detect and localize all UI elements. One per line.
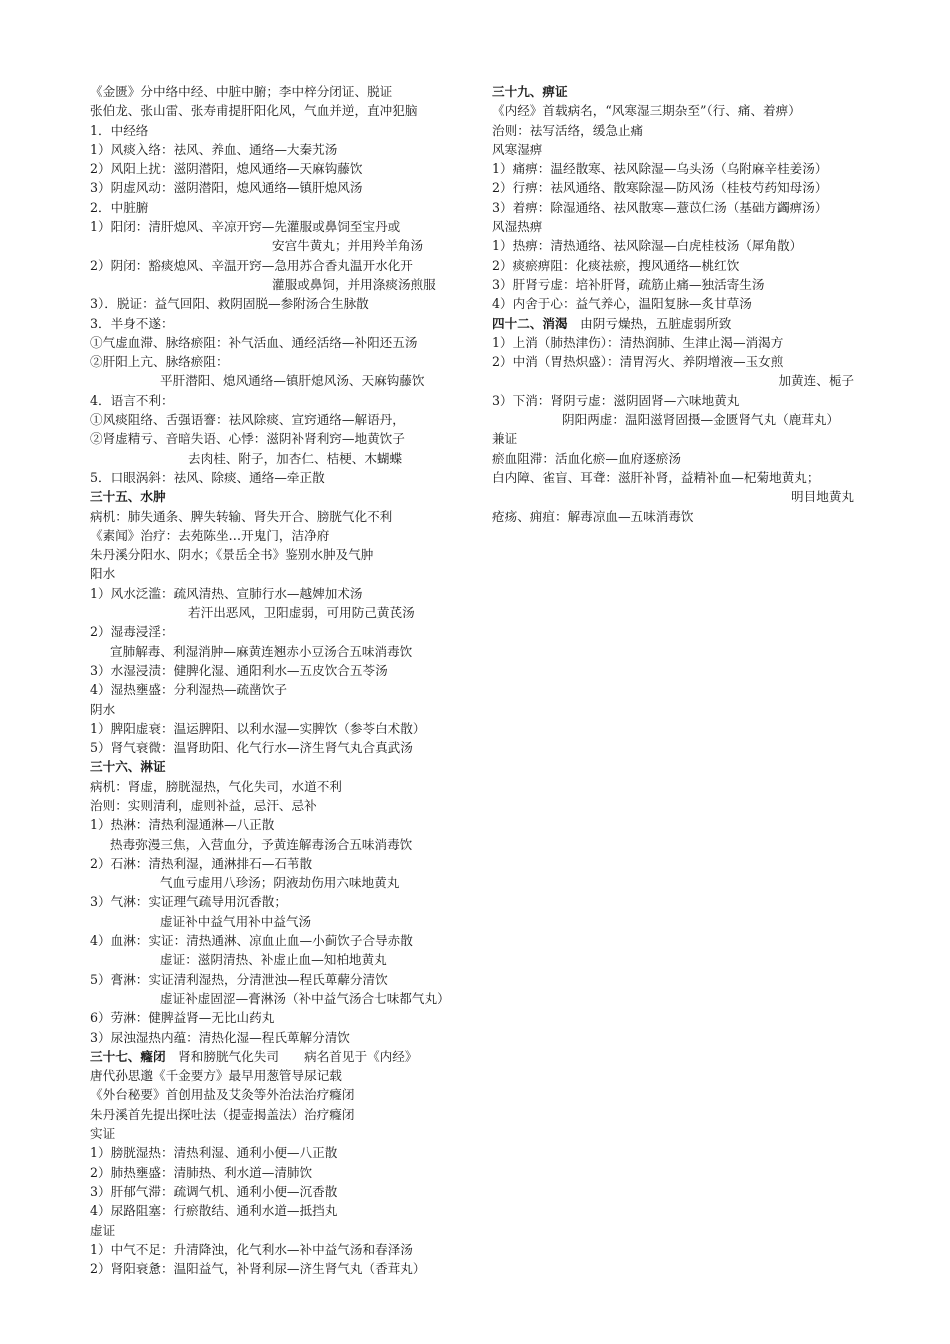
text-line: [90, 198, 470, 217]
text-line: [492, 198, 872, 217]
text-line: [492, 140, 872, 159]
text-line: [90, 1143, 470, 1162]
line-text: 3）阴虚风动：滋阴潜阳，熄风通络—镇肝熄风汤: [90, 180, 363, 196]
line-text: 《内经》首载病名，“风寒湿三期杂至”（行、痛、着痹）: [492, 103, 801, 119]
line-text: 2）行痹：祛风通络、散寒除湿—防风汤（桂枝芍药知母汤）: [492, 180, 828, 196]
text-line: [90, 1182, 470, 1201]
text-line: [90, 294, 470, 313]
text-line: [492, 178, 872, 197]
line-text: 2）阴闭：豁痰熄风、辛温开窍—急用苏合香丸温开水化开: [90, 257, 413, 273]
text-line: [90, 371, 470, 390]
text-line: [492, 391, 872, 410]
text-line: [90, 275, 470, 294]
line-text: 唐代孙思邈《千金要方》最早用葱管导尿记载: [90, 1068, 342, 1084]
line-text: 1）风水泛滥：疏风清热、宣肺行水—越婢加术汤: [90, 585, 363, 601]
line-text: 5）肾气衰微：温肾助阳、化气行水—济生肾气丸合真武汤: [90, 740, 413, 756]
text-line: [90, 835, 470, 854]
section-heading: [90, 757, 470, 776]
line-text: 2）肺热壅盛：清肺热、利水道—清肺饮: [90, 1164, 313, 1180]
text-line: [90, 449, 470, 468]
line-text: 去肉桂、附子，加杏仁、桔梗、木蝴蝶: [188, 450, 403, 466]
line-text: 四十二、消渴: [492, 315, 568, 331]
text-line: [90, 1008, 470, 1027]
line-text: 朱丹溪首先提出探吐法（提壶揭盖法）治疗癃闭: [90, 1106, 355, 1122]
line-text: 2）中消（胃热炽盛）：清胃泻火、养阴增液—玉女煎: [492, 354, 784, 370]
line-text: 三十七、癃闭: [90, 1048, 166, 1064]
text-line: [90, 622, 470, 641]
line-text: 6）劳淋：健脾益肾—无比山药丸: [90, 1010, 275, 1026]
line-text: 3）下消：肾阴亏虚：滋阴固肾—六味地黄丸: [492, 392, 740, 408]
text-line: [492, 410, 872, 429]
line-text: 2）湿毒浸淫：: [90, 624, 174, 640]
line-text: 2．中脏腑: [90, 199, 149, 215]
line-text: 朱丹溪分阳水、阴水；《景岳全书》鉴别水肿及气肿: [90, 547, 374, 563]
text-line: [90, 101, 470, 120]
line-text: 三十九、痹证: [492, 84, 568, 99]
line-text: 3）水湿浸渍：健脾化湿、通阳利水—五皮饮合五苓汤: [90, 662, 388, 678]
text-line: [90, 1028, 470, 1047]
text-line: [492, 371, 872, 390]
text-line: [90, 931, 470, 950]
text-line: [90, 159, 470, 178]
text-line: [90, 892, 470, 911]
text-line: [90, 564, 470, 583]
text-line: [492, 236, 872, 255]
line-text: 1）热痹：清热通络、祛风除湿—白虎桂枝汤（犀角散）: [492, 238, 803, 254]
text-line: [90, 815, 470, 834]
text-line: [90, 333, 470, 352]
left-column: [90, 82, 470, 1278]
line-text: 虚证：滋阴清热、补虚止血—知柏地黄丸: [160, 952, 387, 968]
line-text: 三十六、淋证: [90, 759, 166, 775]
text-line: [90, 700, 470, 719]
line-text: 1）脾阳虚衰：温运脾阳、以利水湿—实脾饮（参苓白术散）: [90, 720, 426, 736]
line-text: 白内障、雀盲、耳聋：滋肝补肾，益精补血—杞菊地黄丸；: [492, 469, 820, 485]
text-line: [90, 526, 470, 545]
section-heading: [492, 314, 872, 333]
line-text: 2）痰瘀痹阻：化痰祛瘀，搜风通络—桃红饮: [492, 257, 740, 273]
line-text: 《金匮》分中络中经、中脏中腑；李中梓分闭证、脱证: [90, 84, 393, 99]
section-heading: [492, 82, 872, 101]
line-text: 2）风阳上扰：滋阴潜阳，熄风通络—天麻钩藤饮: [90, 161, 363, 177]
text-line: [90, 545, 470, 564]
text-line: [90, 854, 470, 873]
line-text: 1）膀胱湿热：清热利湿、通利小便—八正散: [90, 1145, 338, 1161]
line-text: 三十五、水肿: [90, 489, 166, 505]
line-text: 4．语言不利：: [90, 392, 174, 408]
line-text: 治则：祛写活络，缓急止痛: [492, 122, 644, 138]
line-text: ①气虚血滞、脉络瘀阻：补气活血、通经活络—补阳还五汤: [90, 334, 418, 350]
text-line: [90, 82, 470, 101]
line-text: 若汗出恶风，卫阳虚弱，可用防己黄芪汤: [188, 605, 415, 621]
text-line: [90, 680, 470, 699]
line-text: 虚证补中益气用补中益气汤: [160, 913, 312, 929]
line-tail: 肾和膀胱气化失司 病名首见于《内经》: [165, 1048, 418, 1064]
line-text: 病机：肺失通条、脾失转输、肾失开合、膀胱气化不利: [90, 508, 393, 524]
text-line: [90, 661, 470, 680]
line-text: 虚证补虚固涩—膏淋汤（补中益气汤合七味都气丸）: [160, 990, 450, 1006]
text-line: [90, 1201, 470, 1220]
text-line: [90, 989, 470, 1008]
text-line: [492, 294, 872, 313]
text-line: [90, 178, 470, 197]
text-line: [492, 468, 872, 487]
text-line: [90, 410, 470, 429]
line-text: 气血亏虚用八珍汤；阴液劫伤用六味地黄丸: [160, 875, 400, 891]
text-line: [90, 1240, 470, 1259]
text-line: [492, 121, 872, 140]
text-line: [492, 101, 872, 120]
text-line: [90, 236, 470, 255]
text-line: [90, 873, 470, 892]
text-line: [90, 1124, 470, 1143]
right-column: [492, 82, 872, 526]
text-line: [492, 449, 872, 468]
text-line: [90, 468, 470, 487]
line-text: 5．口眼涡斜：祛风、除痰、通络—牵正散: [90, 469, 325, 485]
text-line: [90, 603, 470, 622]
text-line: [492, 217, 872, 236]
line-text: 4）尿路阻塞：行瘀散结、通利水道—抵挡丸: [90, 1203, 338, 1219]
line-text: 灌服或鼻饲，并用涤痰汤煎服: [272, 276, 436, 292]
text-line: [90, 1259, 470, 1278]
line-text: ②肝阳上亢、脉络瘀阻：: [90, 354, 229, 370]
text-line: [492, 275, 872, 294]
line-text: 明目地黄丸: [791, 489, 854, 505]
line-text: 3）尿浊湿热内蕴：清热化湿—程氏萆解分清饮: [90, 1029, 350, 1045]
line-text: 2）石淋：清热利湿，通淋排石—石苇散: [90, 855, 313, 871]
text-line: [492, 159, 872, 178]
line-text: 1）风痰入络：祛风、养血、通络—大秦艽汤: [90, 141, 338, 157]
line-text: 《素闻》治疗：去苑陈坐…开鬼门，洁净府: [90, 527, 330, 543]
line-text: 加黄连、栀子: [778, 373, 854, 389]
text-line: [90, 1085, 470, 1104]
text-line: [90, 719, 470, 738]
line-text: 病机：肾虚，膀胱湿热，气化失司，水道不利: [90, 778, 342, 794]
text-line: [90, 507, 470, 526]
line-text: 3）肝肾亏虚：培补肝肾，疏筋止痛—独活寄生汤: [492, 276, 765, 292]
line-text: 风寒湿痹: [492, 141, 543, 157]
text-line: [90, 1066, 470, 1085]
text-line: [90, 429, 470, 448]
line-text: 1．中经络: [90, 122, 149, 138]
line-text: 疮疡、痈疽：解毒凉血—五味消毒饮: [492, 508, 694, 524]
text-line: [90, 256, 470, 275]
line-text: 阴阳两虚：温阳滋肾固摄—金匮肾气丸（鹿茸丸）: [562, 412, 840, 428]
line-text: 4）内舍于心：益气养心，温阳复脉—炙甘草汤: [492, 296, 752, 312]
line-text: 3）气淋：实证理气疏导用沉香散；: [90, 894, 287, 910]
line-text: 5）膏淋：实证清利湿热，分清泄浊—程氏萆薢分清饮: [90, 971, 388, 987]
line-text: 虚证: [90, 1222, 116, 1238]
text-line: [90, 950, 470, 969]
line-tail: 由阴亏燥热，五脏虚弱所致: [567, 315, 732, 331]
text-line: [492, 333, 872, 352]
text-line: [492, 507, 872, 526]
line-text: 3．半身不遂：: [90, 315, 174, 331]
text-line: [90, 314, 470, 333]
line-text: 1）热淋：清热利湿通淋—八正散: [90, 817, 275, 833]
text-line: [492, 487, 872, 506]
line-text: 2）肾阳衰惫：温阳益气，补肾利尿—济生肾气丸（香茸丸）: [90, 1261, 426, 1277]
section-heading: [90, 1047, 470, 1066]
text-line: [492, 352, 872, 371]
line-text: 3）着痹：除湿通络、祛风散寒—薏苡仁汤（基础方蠲痹汤）: [492, 199, 828, 215]
line-text: 1）痛痹：温经散寒、祛风除湿—乌头汤（乌附麻辛桂姜汤）: [492, 161, 828, 177]
text-line: [90, 738, 470, 757]
line-text: 阴水: [90, 701, 116, 717]
line-text: 阳水: [90, 566, 116, 582]
line-text: 《外台秘要》首创用盐及艾灸等外治法治疗癃闭: [90, 1087, 355, 1103]
line-text: 4）血淋：实证：清热通淋、凉血止血—小蓟饮子合导赤散: [90, 933, 413, 949]
line-text: 宣肺解毒、利湿消肿—麻黄连翘赤小豆汤合五味消毒饮: [110, 643, 413, 659]
line-text: 瘀血阻滞：活血化瘀—血府逐瘀汤: [492, 450, 681, 466]
text-line: [90, 584, 470, 603]
text-line: [492, 256, 872, 275]
line-text: 4）湿热壅盛：分利湿热—疏凿饮子: [90, 682, 287, 698]
line-text: 3）肝郁气滞：疏调气机、通利小便—沉香散: [90, 1183, 338, 1199]
line-text: 3）．脱证：益气回阳、救阴固脱—参附汤合生脉散: [90, 296, 369, 312]
text-line: [90, 121, 470, 140]
text-line: [90, 642, 470, 661]
line-text: ②肾虚精亏、音暗失语、心悸：滋阴补肾利窍—地黄饮子: [90, 431, 405, 447]
text-line: [492, 429, 872, 448]
text-line: [90, 1221, 470, 1240]
line-text: 1）中气不足：升清降浊，化气利水—补中益气汤和春泽汤: [90, 1241, 413, 1257]
line-text: 1）上消（肺热津伤）：清热润肺、生津止渴—消渴方: [492, 334, 784, 350]
line-text: 热毒弥漫三焦，入营血分，予黄连解毒汤合五味消毒饮: [110, 836, 413, 852]
line-text: 风湿热痹: [492, 219, 543, 235]
section-heading: [90, 487, 470, 506]
text-line: [90, 796, 470, 815]
text-line: [90, 912, 470, 931]
line-text: 平肝潜阳、熄风通络—镇肝熄风汤、天麻钩藤饮: [160, 373, 425, 389]
text-line: [90, 391, 470, 410]
text-line: [90, 352, 470, 371]
text-line: [90, 777, 470, 796]
line-text: 安宫牛黄丸；并用羚羊角汤: [272, 238, 424, 254]
line-text: 张伯龙、张山雷、张寿甫提肝阳化风，气血并逆，直冲犯脑: [90, 103, 418, 119]
line-text: 兼证: [492, 431, 518, 447]
text-line: [90, 1105, 470, 1124]
text-line: [90, 217, 470, 236]
text-line: [90, 1163, 470, 1182]
text-line: [90, 140, 470, 159]
text-line: [90, 970, 470, 989]
line-text: ①风痰阻络、舌强语謇：祛风除痰、宣窍通络—解语丹，: [90, 412, 405, 428]
line-text: 实证: [90, 1126, 116, 1142]
line-text: 治则：实则清利，虚则补益，忌汗、忌补: [90, 797, 317, 813]
line-text: 1）阳闭：清肝熄风、辛凉开窍—先灌服或鼻饲至宝丹或: [90, 219, 401, 235]
